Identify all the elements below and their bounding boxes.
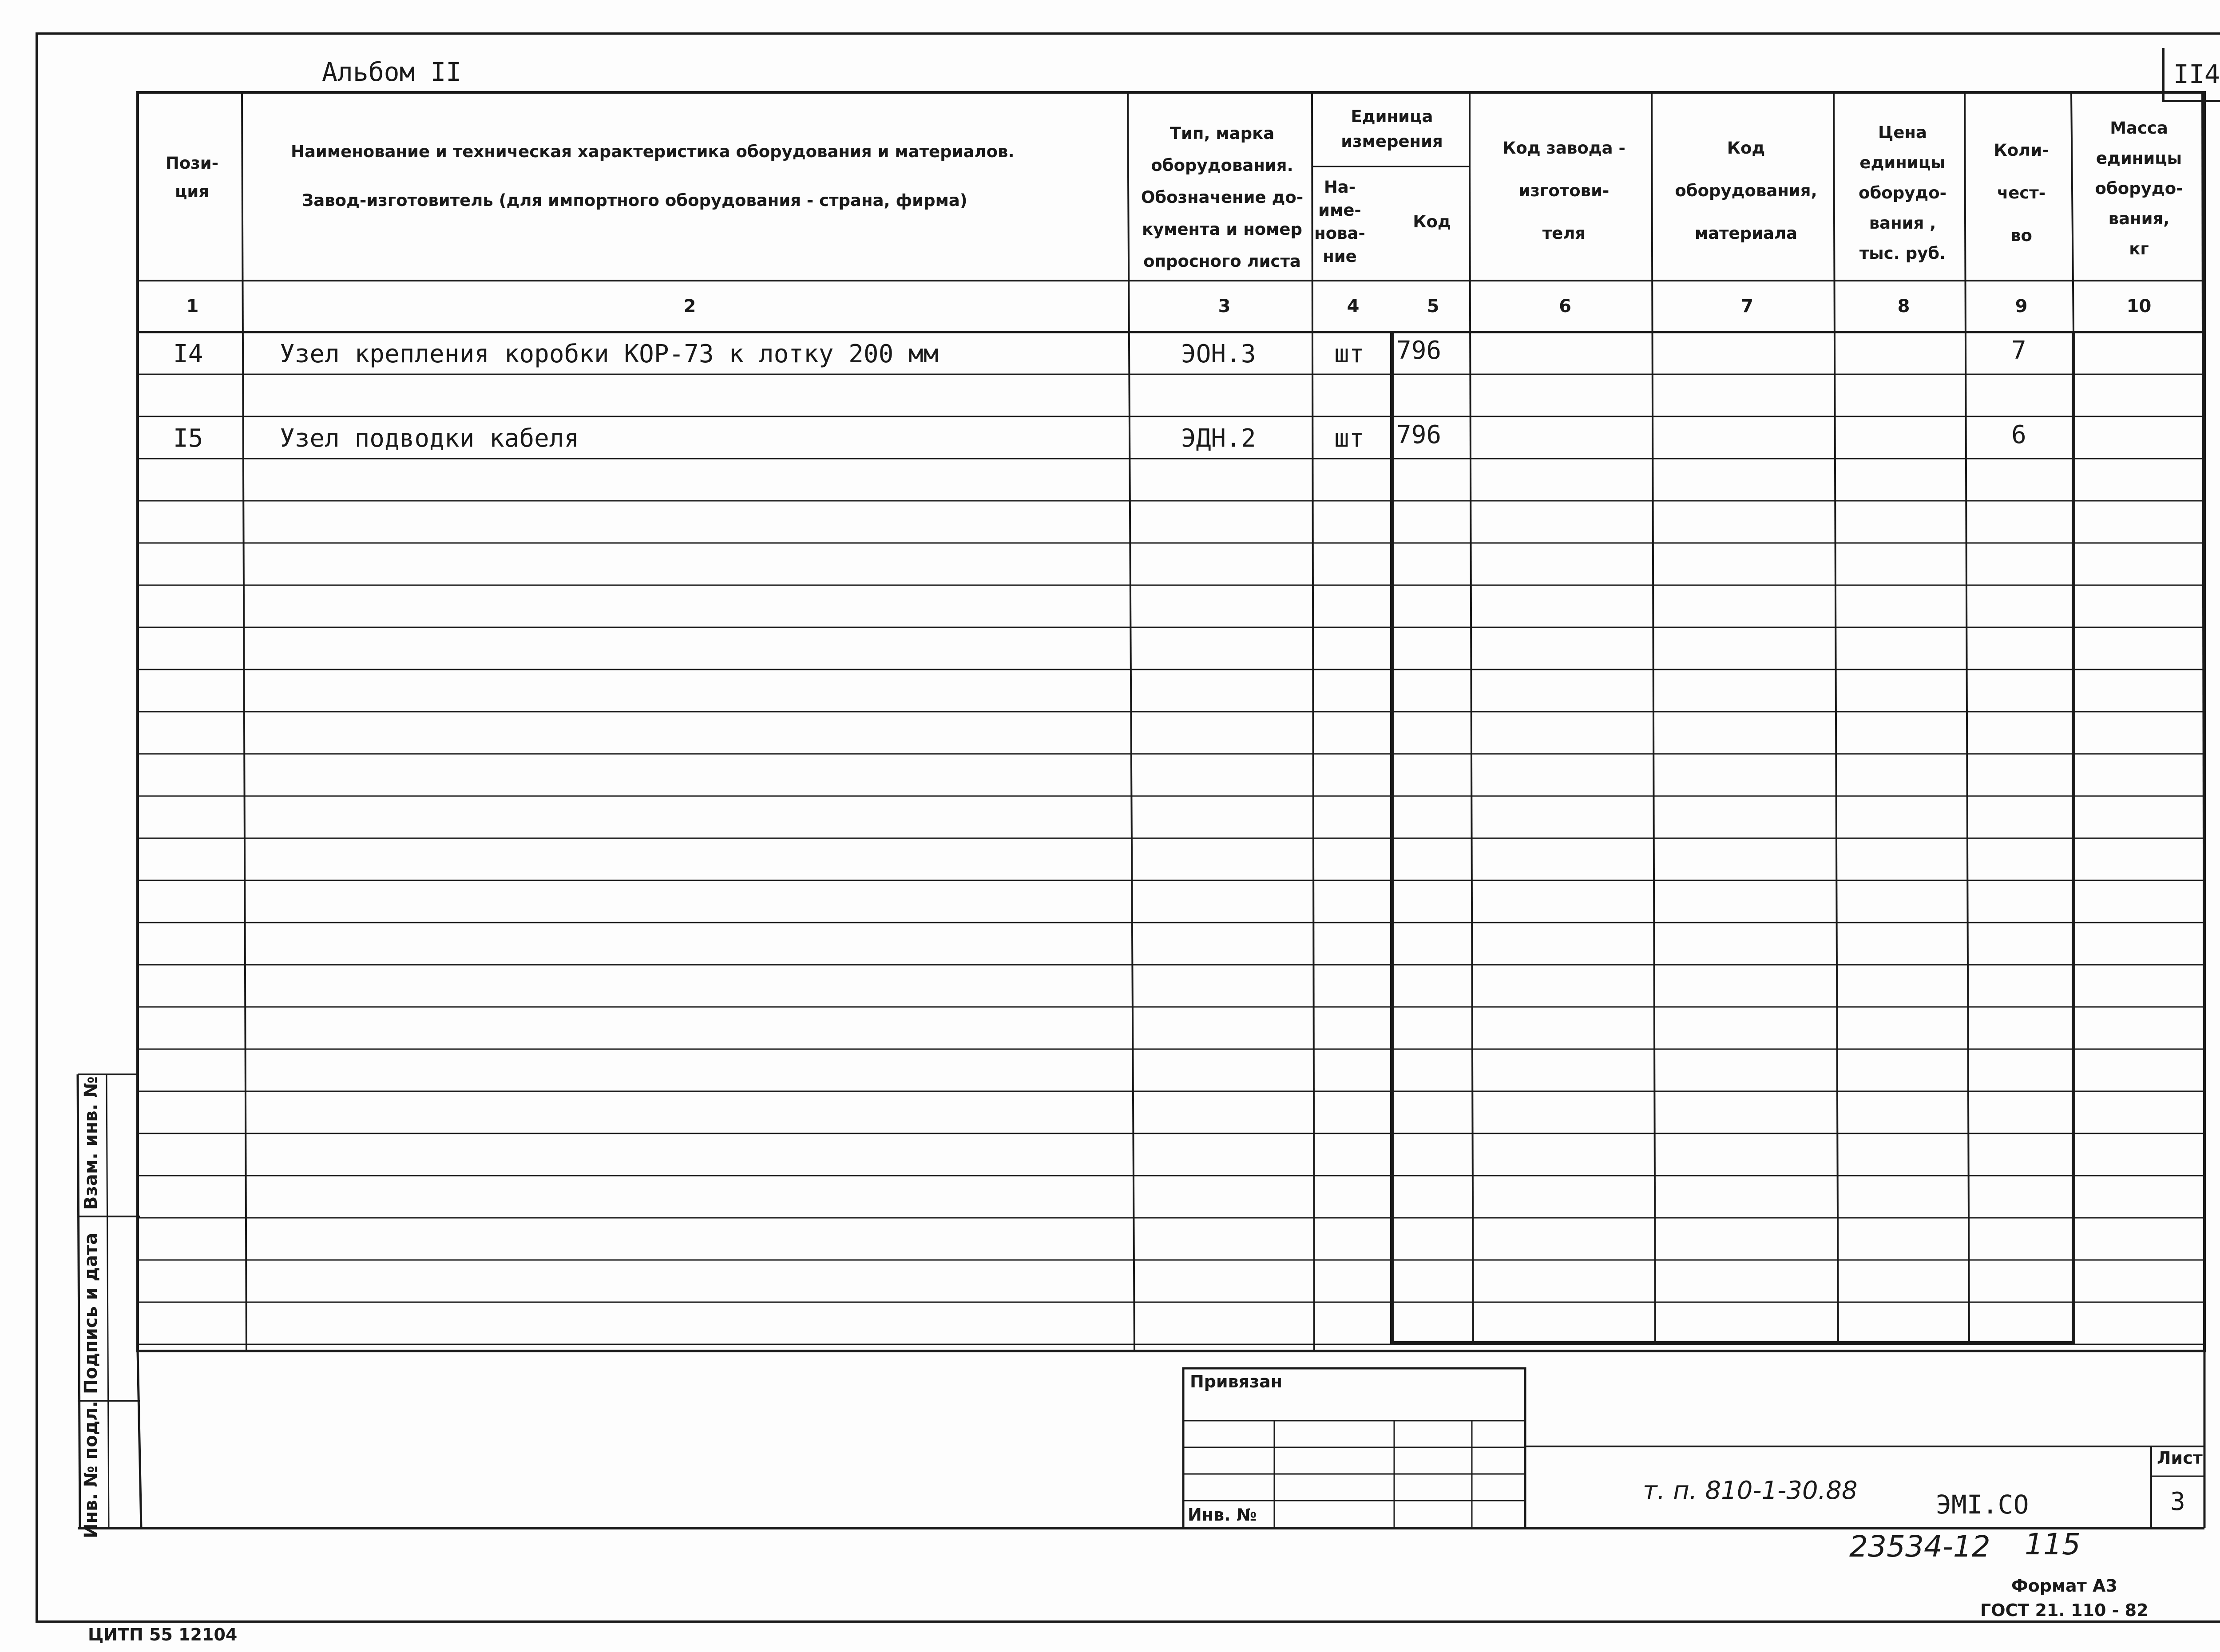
header-type: Тип, марка оборудования. Обозначение до- кумента и номер опросного листа [1141, 124, 1304, 271]
side-stamp-podpis: Подпись и дата [81, 1232, 101, 1394]
row-unit-code: 796 [1396, 420, 1442, 449]
sheet-number: 3 [2170, 1487, 2185, 1516]
column-number-7: 7 [1741, 296, 1753, 317]
column-number-2: 2 [683, 296, 696, 317]
row-quantity: 6 [2011, 420, 2026, 449]
citp-label: ЦИТП 55 12104 [88, 1625, 238, 1644]
row-quantity: 7 [2011, 336, 2026, 365]
row-name: Узел подводки кабеля [280, 424, 579, 453]
column-number-9: 9 [2015, 296, 2028, 317]
side-stamp-inv: Инв. № подл. [81, 1401, 101, 1538]
row-unit-code: 796 [1396, 336, 1442, 365]
sheet-label: Лист [2157, 1448, 2203, 1468]
column-number-3: 3 [1218, 296, 1231, 317]
privyazan-label: Привязан [1190, 1372, 1283, 1391]
row-unit: шт [1334, 340, 1364, 368]
gost-label: ГОСТ 21. 110 - 82 [1980, 1600, 2149, 1620]
row-unit: шт [1334, 424, 1364, 453]
row-type: ЭОН.3 [1181, 340, 1256, 368]
header-unit-code: Код [1413, 212, 1451, 231]
album-label: Альбом II [322, 57, 462, 87]
typical-project-number: т. п. 810-1-30.88 [1643, 1476, 1858, 1505]
format-label: Формат А3 [2011, 1576, 2117, 1596]
column-number-1: 1 [186, 296, 199, 317]
header-unit-name: На- име- нова- ние [1314, 178, 1365, 266]
column-number-10: 10 [2126, 296, 2152, 317]
side-stamp-vzam: Взам. инв. № [81, 1076, 101, 1210]
row-type: ЭДН.2 [1181, 424, 1256, 453]
row-position: I5 [173, 424, 203, 453]
inv-no-label: Инв. № [1188, 1505, 1257, 1525]
column-number-8: 8 [1897, 296, 1910, 317]
row-position: I4 [173, 340, 203, 368]
header-name-line2: Завод-изготовитель (для импортного оборудования - страна, фирма) [302, 191, 967, 210]
column-number-5: 5 [1427, 296, 1439, 317]
header-equipment-code: Код оборудования, материала [1675, 139, 1817, 243]
header-quantity: Коли- чест- во [1994, 141, 2049, 245]
document-code: ЭМI.CO [1936, 1490, 2029, 1520]
header-name-line1: Наименование и техническая характеристика оборудования и материалов. [291, 142, 1015, 161]
header-factory-code: Код завода - изготови- теля [1502, 139, 1625, 243]
header-unit-group: Единица измерения [1341, 107, 1443, 151]
page-number: II4 [2173, 59, 2220, 89]
archive-number: 23534-12 [1849, 1529, 1990, 1564]
row-name: Узел крепления коробки КОР-73 к лотку 200 мм [280, 340, 939, 368]
header-mass: Масса единицы оборудо- вания, кг [2095, 119, 2183, 258]
header-position: Пози- ция [165, 154, 219, 201]
column-number-6: 6 [1559, 296, 1571, 317]
archive-page: 115 [2025, 1527, 2081, 1561]
column-number-4: 4 [1347, 296, 1360, 317]
header-price: Цена единицы оборудо- вания , тыс. руб. [1859, 123, 1946, 263]
